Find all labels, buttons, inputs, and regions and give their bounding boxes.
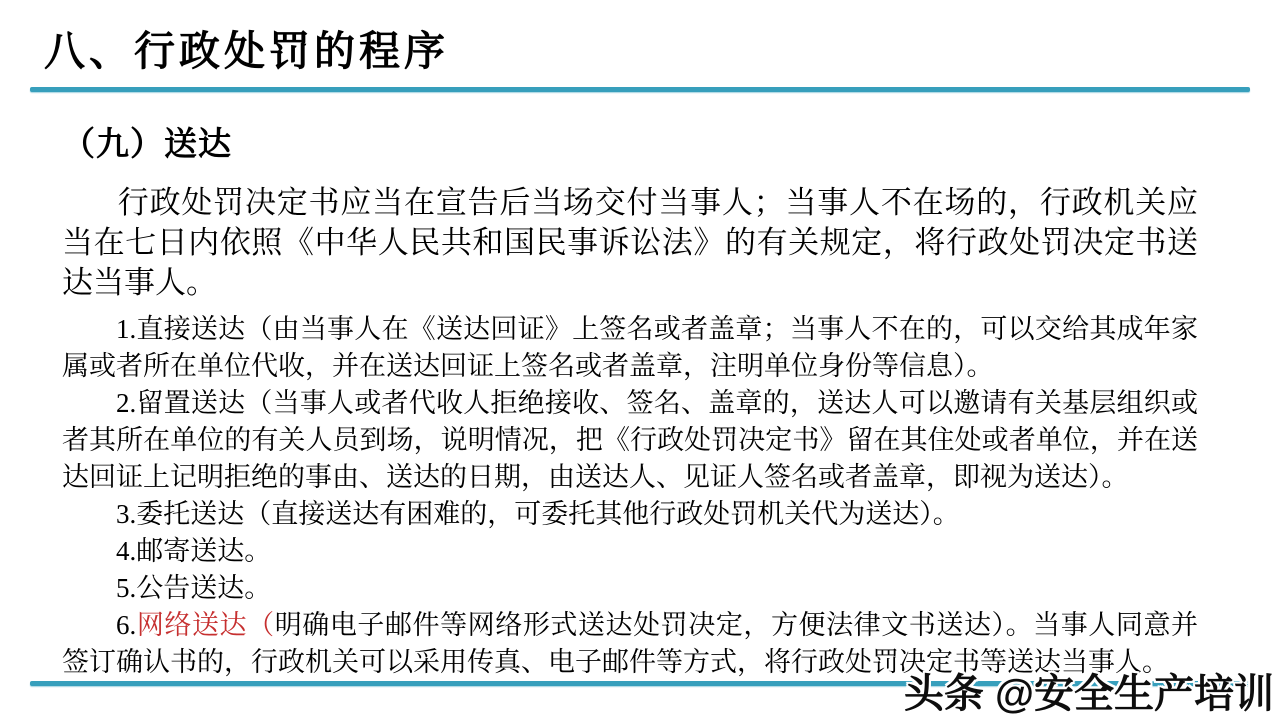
list-item-direct-delivery: 1.直接送达（由当事人在《送达回证》上签名或者盖章；当事人不在的，可以交给其成年家属或者所在单位代收，并在送达回证上签名或者盖章，注明单位身份等信息）。 (62, 314, 1198, 381)
intro-paragraph: 行政处罚决定书应当在宣告后当场交付当事人；当事人不在场的，行政机关应当在七日内依照《中华人民共和国民事诉讼法》的有关规定，将行政处罚决定书送达当事人。 (62, 185, 1198, 300)
list-item-postal-delivery: 4.邮寄送达。 (116, 536, 272, 566)
highlighted-term: 网络送达（ (136, 610, 275, 640)
top-divider-line (30, 87, 1250, 92)
item-text: 明确电子邮件等网络形式送达处罚决定，方便法律文书送达）。当事人同意并签订确认书的，行政机关可以采用传真、电子邮件等方式，将行政处罚决定书等送达当事人。 (62, 610, 1199, 677)
slide-body (62, 125, 1198, 681)
watermark: 头条 @安全生产培训 (903, 672, 1274, 716)
list-item-entrusted-delivery: 3.委托送达（直接送达有困难的，可委托其他行政处罚机关代为送达）。 (116, 499, 960, 529)
item-number: 6. (116, 610, 137, 640)
delivery-methods-list (62, 311, 1198, 681)
list-item-lien-delivery: 2.留置送达（当事人或者代收人拒绝接收、签名、盖章的，送达人可以邀请有关基层组织或者其所在单位的有关人员到场，说明情况，把《行政处罚决定书》留在其住处或者单位，并在送达回证上记明拒绝的事由、送达的日期，由送达人、见证人签名或者盖章，即视为送达）。 (62, 388, 1198, 492)
list-item-public-notice-delivery: 5.公告送达。 (116, 573, 272, 603)
section-heading: （九）送达 (62, 127, 232, 163)
slide-title: 八、行政处罚的程序 (44, 27, 449, 75)
